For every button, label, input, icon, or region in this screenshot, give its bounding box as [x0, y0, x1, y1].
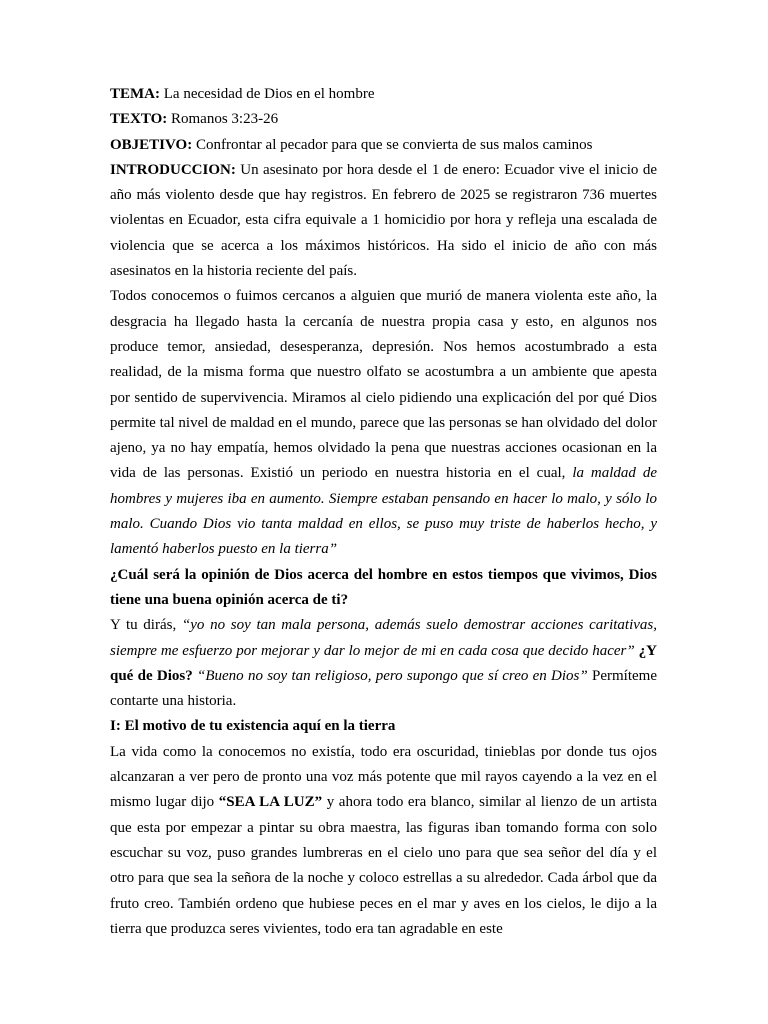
response-lead: Y tu dirás, [110, 617, 182, 634]
response-quote-2: “Bueno no soy tan religioso, pero supongo que sí creo en Dios” [192, 667, 588, 684]
response-tail: Permíteme contarte una historia. [110, 667, 658, 710]
texto-value: Romanos 3:23-26 [167, 111, 279, 128]
texto-label: TEXTO: [110, 111, 168, 128]
section-heading [110, 714, 657, 739]
scripture-quote: la maldad de hombres y mujeres iba en aumento. Siempre estaban pensando en hacer lo malo, y sólo lo malo. Cuando Dios vio tanta maldad en ellos, se puso muy triste de haberlos hecho, y lamentó haberlos puesto en la tierra” [110, 465, 658, 558]
tema-value: La necesidad de Dios en el hombre [160, 86, 375, 102]
section-heading-text: I: El motivo de tu existencia aquí en la tierra [110, 718, 396, 735]
texto-line [110, 107, 657, 132]
introduction-paragraph [110, 158, 657, 284]
section-text-before: La vida como la conocemos no existía, todo era oscuridad, tinieblas por donde tus ojos alcanzaran a ver pero de pronto una voz más potente que mil rayos cayendo a la vez en el mismo lugar dijo [110, 743, 657, 811]
section-bold-phrase: “SEA LA LUZ” [218, 794, 323, 811]
tema-label: TEMA: [110, 86, 160, 102]
context-text: Todos conocemos o fuimos cercanos a alguien que murió de manera violenta este año, la desgracia ha llegado hasta la cercanía de nuestra propia casa y esto, en algunos nos produce temor, ansiedad, desesperanza, depresión. Nos hemos acostumbrado a esta realidad, de la misma forma que nuestro olfato se acostumbra a un ambiente que apesta por sentido de supervivencia. Miramos al cielo pidiendo una explicación del por qué Dios permite tal nivel de maldad en el mundo, parece que las personas se han olvidado del dolor ajeno, ya no hay empatía, hemos olvidado la pena que nuestras acciones ocasionan en la vida de las personas. Existió un periodo en nuestra historia en el cual, [110, 288, 657, 482]
context-paragraph [110, 284, 657, 562]
section-paragraph [110, 740, 657, 942]
objetivo-line [110, 133, 657, 158]
response-bold-question: ¿Y qué de Dios? [110, 642, 657, 684]
objetivo-value: Confrontar al pecador para que se convierta de sus malos caminos [192, 136, 593, 153]
tema-line [110, 82, 657, 107]
section-text-after: y ahora todo era blanco, similar al lienzo de un artista que esta por empezar a pintar su obra maestra, las figuras iban tomando forma con solo escuchar su voz, puso grandes lumbreras en el cielo uno para que sea señor del día y el otro para que sea la señora de la noche y coloco estrellas a su alrededor. Cada árbol que da fruto creo. También ordeno que hubiese peces en el mar y aves en los cielos, le dijo a la tierra que produzca seres vivientes, todo era tan agradable en este [110, 794, 657, 937]
response-quote-1: “yo no soy tan mala persona, además suelo demostrar acciones caritativas, siempre me esfuerzo por mejorar y dar lo mejor de mi en cada cosa que decido hacer” [110, 617, 658, 659]
introduction-label: INTRODUCCION: [110, 161, 236, 178]
objetivo-label: OBJETIVO: [110, 136, 193, 153]
introduction-text: Un asesinato por hora desde el 1 de enero: Ecuador vive el inicio de año más violento desde que hay registros. En febrero de 2025 se registraron 736 muertes violentas en Ecuador, esta cifra equivale a 1 homicidio por hora y refleja una escalada de violencia que se acerca a los máximos históricos. Ha sido el inicio de año con más asesinatos en la historia reciente del país. [110, 161, 657, 280]
response-paragraph [110, 613, 657, 714]
question-text: ¿Cuál será la opinión de Dios acerca del hombre en estos tiempos que vivimos, Dios tiene una buena opinión acerca de ti? [110, 566, 657, 608]
question-paragraph [110, 563, 657, 614]
